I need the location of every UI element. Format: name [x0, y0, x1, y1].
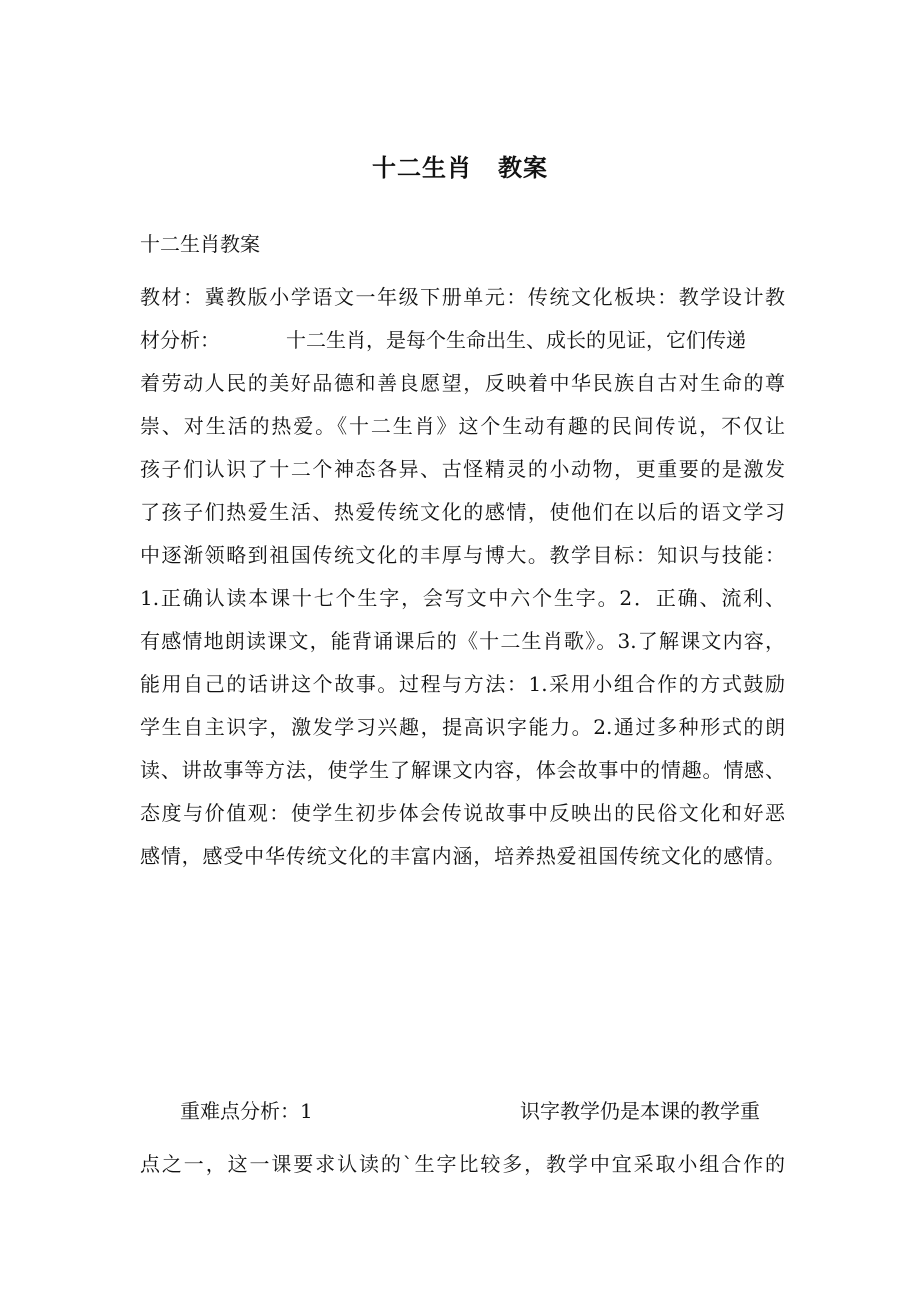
paragraph-line: 中逐渐领略到祖国传统文化的丰厚与博大。教学目标：知识与技能：	[140, 543, 785, 567]
paragraph-line: 崇、对生活的热爱。《十二生肖》这个生动有趣的民间传说，不仅让	[140, 414, 785, 438]
paragraph-line: 能用自己的话讲这个故事。过程与方法：1.采用小组合作的方式鼓励	[140, 672, 785, 696]
line-segment: 重难点分析：1	[180, 1099, 313, 1123]
paragraph-line	[140, 1096, 785, 1126]
line-segment: 识字教学仍是本课的教学重	[520, 1099, 760, 1123]
paragraph-line: 读、讲故事等方法，使学生了解课文内容，体会故事中的情趣。情感、	[140, 758, 785, 782]
document-title	[0, 150, 920, 186]
title-text: 十二生肖	[372, 154, 472, 182]
paragraph-line: 教材：冀教版小学语文一年级下册单元：传统文化板块：教学设计教	[140, 285, 785, 309]
title-suffix: 教案	[498, 154, 548, 182]
paragraph-line	[140, 325, 785, 355]
line-segment: 材分析：	[140, 328, 220, 352]
paragraph-line: 点之一，这一课要求认读的`生字比较多，教学中宜采取小组合作的	[140, 1152, 785, 1176]
paragraph-line: 有感情地朗读课文，能背诵课后的《十二生肖歌》。3.了解课文内容，	[140, 629, 785, 653]
paragraph-line: 孩子们认识了十二个神态各异、古怪精灵的小动物，更重要的是激发	[140, 457, 785, 481]
paragraph-line: 学生自主识字，激发学习兴趣，提高识字能力。2.通过多种形式的朗	[140, 715, 785, 739]
paragraph-line: 态度与价值观：使学生初步体会传说故事中反映出的民俗文化和好恶	[140, 801, 785, 825]
line-segment: 十二生肖，是每个生命出生、成长的见证，它们传递	[286, 328, 746, 352]
paragraph-line: 1.正确认读本课十七个生字，会写文中六个生字。2．正确、流利、	[140, 586, 785, 610]
subtitle-line: 十二生肖教案	[140, 232, 260, 256]
paragraph-line: 了孩子们热爱生活、热爱传统文化的感情，使他们在以后的语文学习	[140, 500, 785, 524]
paragraph-line: 感情，感受中华传统文化的丰富内涵，培养热爱祖国传统文化的感情。	[140, 844, 785, 868]
paragraph-line: 着劳动人民的美好品德和善良愿望，反映着中华民族自古对生命的尊	[140, 371, 785, 395]
